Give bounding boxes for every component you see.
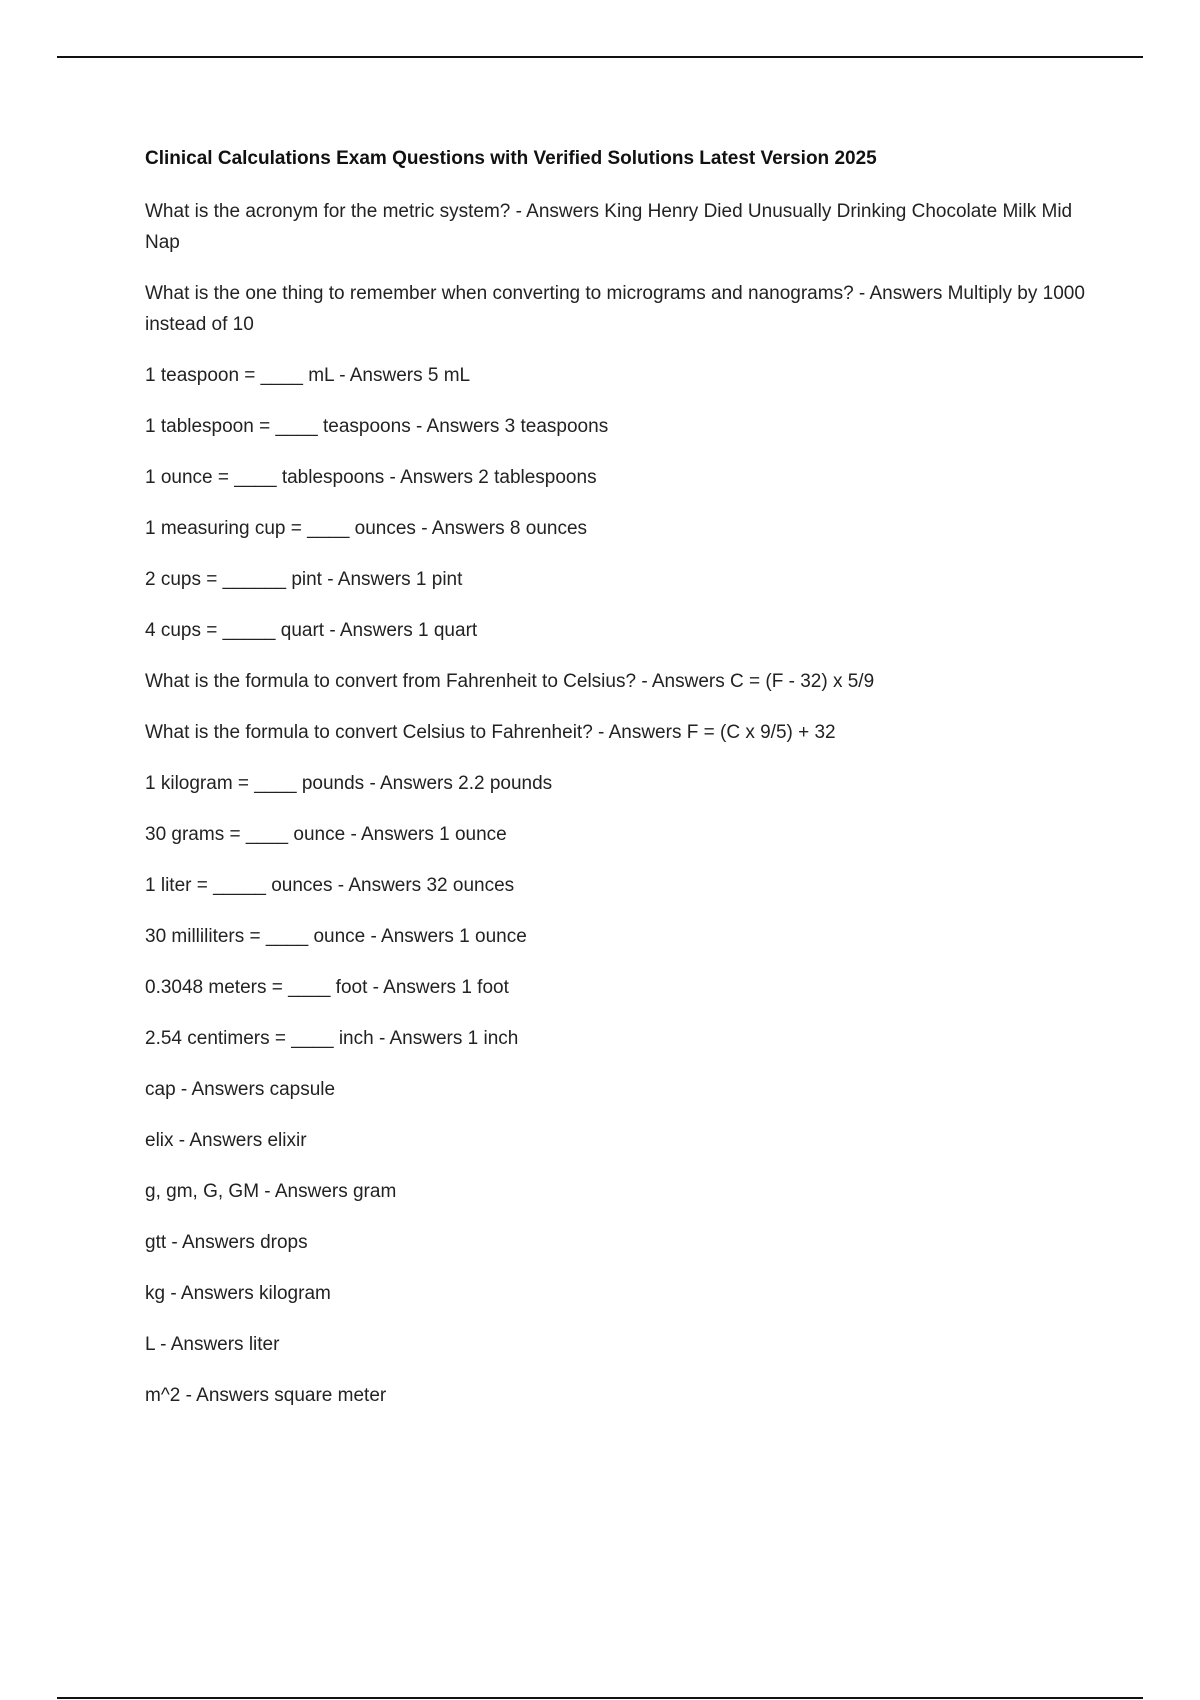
qa-item: kg - Answers kilogram <box>145 1283 331 1304</box>
qa-item: What is the formula to convert Celsius to Fahrenheit? - Answers F = (C x 9/5) + 32 <box>145 722 836 743</box>
document-title: Clinical Calculations Exam Questions with Verified Solutions Latest Version 2025 <box>145 148 877 169</box>
qa-item: g, gm, G, GM - Answers gram <box>145 1181 397 1202</box>
qa-item: m^2 - Answers square meter <box>145 1385 387 1406</box>
qa-item: 1 teaspoon = ____ mL - Answers 5 mL <box>145 365 471 386</box>
qa-item: What is the acronym for the metric system? - Answers King Henry Died Unusually Drinking Chocolate Milk Mid Nap <box>145 201 1073 253</box>
bottom-divider <box>57 1697 1143 1699</box>
qa-item: 30 milliliters = ____ ounce - Answers 1 ounce <box>145 926 527 947</box>
qa-item: 2 cups = ______ pint - Answers 1 pint <box>145 569 463 590</box>
qa-item: cap - Answers capsule <box>145 1079 336 1100</box>
qa-item: L - Answers liter <box>145 1334 280 1355</box>
qa-item: What is the formula to convert from Fahrenheit to Celsius? - Answers C = (F - 32) x 5/9 <box>145 671 875 692</box>
qa-item: 1 tablespoon = ____ teaspoons - Answers 3 teaspoons <box>145 416 609 437</box>
qa-item: 30 grams = ____ ounce - Answers 1 ounce <box>145 824 507 845</box>
qa-item: elix - Answers elixir <box>145 1130 307 1151</box>
document-body <box>145 146 1095 1431</box>
qa-item: 0.3048 meters = ____ foot - Answers 1 foot <box>145 977 509 998</box>
qa-item: 1 liter = _____ ounces - Answers 32 ounces <box>145 875 515 896</box>
qa-item: What is the one thing to remember when converting to micrograms and nanograms? - Answers Multiply by 1000 instead of 10 <box>145 283 1085 335</box>
qa-item: 2.54 centimers = ____ inch - Answers 1 inch <box>145 1028 519 1049</box>
qa-item: 1 measuring cup = ____ ounces - Answers 8 ounces <box>145 518 588 539</box>
qa-list <box>145 196 1095 1411</box>
qa-item: 1 kilogram = ____ pounds - Answers 2.2 pounds <box>145 773 553 794</box>
qa-item: 4 cups = _____ quart - Answers 1 quart <box>145 620 478 641</box>
top-divider <box>57 56 1143 58</box>
qa-item: gtt - Answers drops <box>145 1232 308 1253</box>
qa-item: 1 ounce = ____ tablespoons - Answers 2 tablespoons <box>145 467 597 488</box>
